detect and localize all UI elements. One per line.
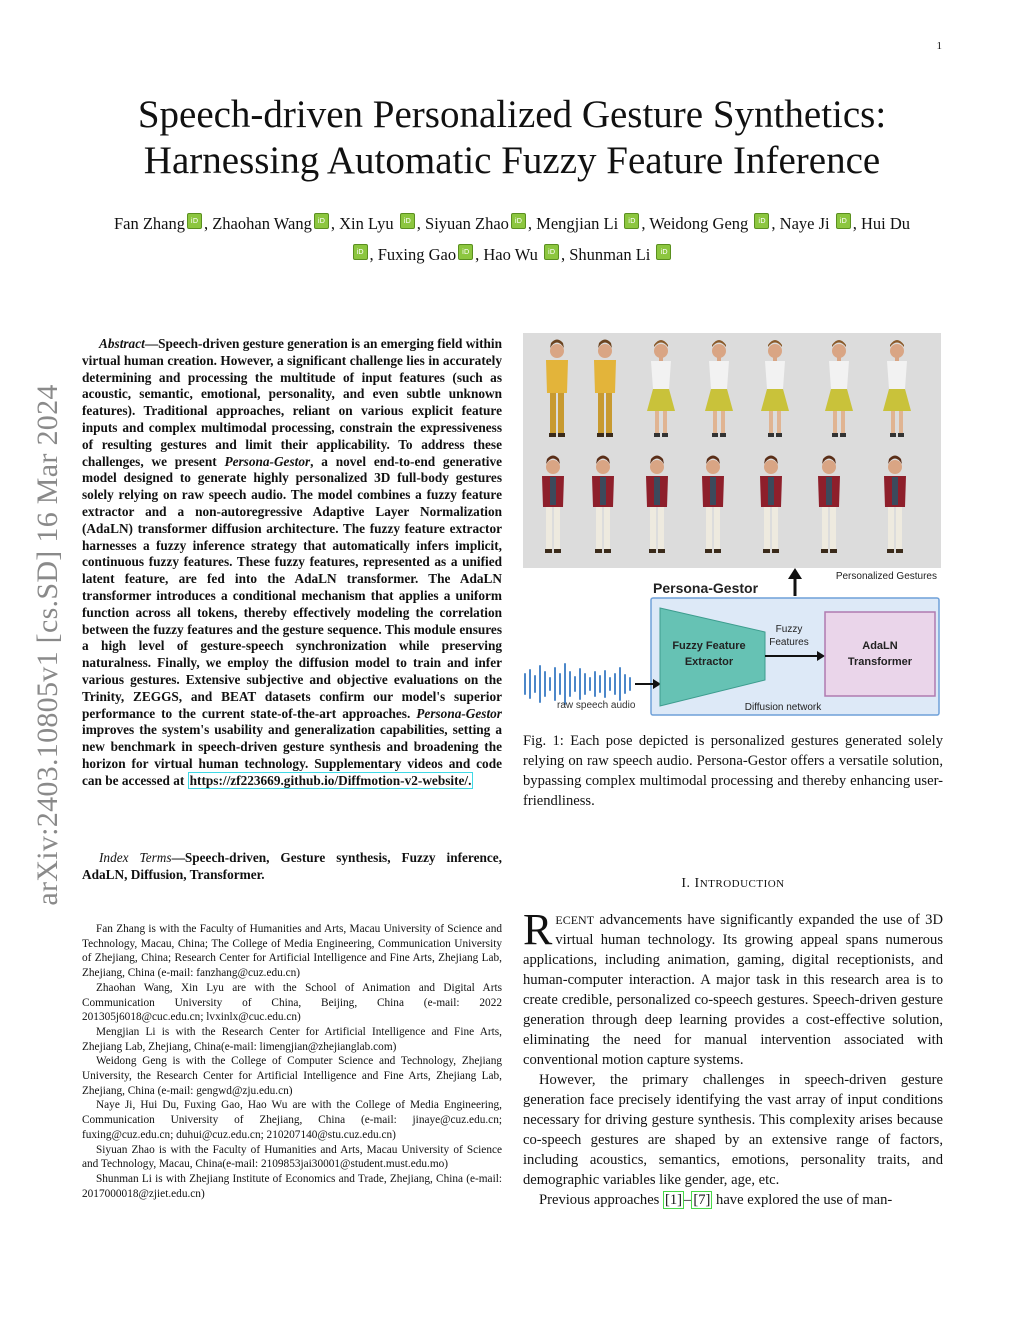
model-diagram xyxy=(523,568,941,719)
author-name: Xin Lyu xyxy=(339,214,394,233)
author-name: Hao Wu xyxy=(483,245,538,264)
project-url-link[interactable]: https://zf223669.github.io/Diffmotion-v2-website/. xyxy=(189,772,472,788)
introduction-body xyxy=(523,905,943,1210)
audio-waveform-icon xyxy=(525,664,630,704)
author-name: Mengjian Li xyxy=(536,214,619,233)
paragraph xyxy=(523,905,943,1070)
avatar-figures-illustration xyxy=(523,333,941,568)
orcid-icon[interactable]: iD xyxy=(353,244,368,260)
section-heading xyxy=(523,876,943,892)
index-terms xyxy=(82,850,502,884)
orcid-icon[interactable]: iD xyxy=(624,213,639,229)
citation-link[interactable]: [7] xyxy=(693,1192,711,1208)
footnote: Shunman Li is with Zhejiang Institute of Economics and Trade, Zhejiang, China (e-mail: 2017000018@zjiet.edu.cn) xyxy=(82,1172,502,1200)
orcid-icon[interactable]: iD xyxy=(458,244,473,260)
index-terms-text: —Speech-driven, Gesture synthesis, Fuzzy inference, AdaLN, Diffusion, Transformer. xyxy=(82,850,503,882)
figure-1 xyxy=(523,333,941,719)
extractor-label-line-1: Fuzzy Feature xyxy=(672,640,746,652)
author-line-1: Fan Zhang iD , Zhaohan Wang iD , Xin Lyu iD , Siyuan Zhao iD , Mengjian Li iD , Weidong Geng iD , Naye Ji iD , Hui Du xyxy=(113,214,911,233)
author-name: Fuxing Gao xyxy=(377,245,457,264)
abstract-label: Abstract xyxy=(99,336,145,351)
model-name: Persona-Gestor xyxy=(416,705,502,721)
adaln-label-line-1: AdaLN xyxy=(862,640,898,652)
abstract xyxy=(82,336,502,790)
arxiv-sidebar xyxy=(28,355,68,935)
affiliation-footnotes xyxy=(82,922,502,1201)
orcid-icon[interactable]: iD xyxy=(400,213,415,229)
orcid-icon[interactable]: iD xyxy=(544,244,559,260)
footnote: Siyuan Zhao is with the Faculty of Humanities and Arts, Macau University of Science and Technology, Macau, China(e-mail: 2109853jai30001@student.must.edu.mo) xyxy=(82,1143,502,1171)
fuzzy-features-label-line-2: Features xyxy=(769,637,809,648)
author-name: Hui Du xyxy=(861,214,911,233)
range-dash: – xyxy=(684,1192,692,1208)
orcid-icon[interactable]: iD xyxy=(836,213,851,229)
section-title-initial: I xyxy=(694,876,700,891)
extractor-label-line-2: Extractor xyxy=(684,656,734,668)
paper-title xyxy=(90,92,934,184)
diffusion-network-label: Diffusion network xyxy=(744,702,822,713)
author-name: Weidong Geng xyxy=(649,214,749,233)
title-line-1: Speech-driven Personalized Gesture Synthetics: xyxy=(137,93,887,136)
output-arrowhead-icon xyxy=(788,568,802,579)
author-name: Siyuan Zhao xyxy=(425,214,509,233)
abstract-text: improves the system's usability and generalization capabilities, setting a new benchmark in speech-driven gesture synthesis and broadening the horizon for virtual human technology. Supplementary videos and code can be accessed at xyxy=(82,722,502,788)
fuzzy-features-label-line-1: Fuzzy xyxy=(775,624,803,635)
model-name: Persona-Gestor xyxy=(224,453,311,469)
index-terms-label: Index Terms xyxy=(99,850,172,865)
section-title-rest: NTRODUCTION xyxy=(699,878,785,890)
orcid-icon[interactable]: iD xyxy=(656,244,671,260)
section-numeral: I. xyxy=(681,876,691,891)
author-name: Shunman Li xyxy=(569,245,651,264)
orcid-icon[interactable]: iD xyxy=(314,213,329,229)
paragraph-text: advancements have significantly expanded the use of 3D virtual human technology. Its growing appeal spans numerous applications, including animation, gaming, digital receptionists, and human-computer interaction. A major task in this research area is to create credible, personalized co-speech gestures. Speech-driven gesture generation through deep learning provides a cost-effective solution, eliminating the need for manual intervention associated with conventional motion capture systems. xyxy=(523,912,943,1068)
architecture-diagram xyxy=(523,568,941,719)
orcid-icon[interactable]: iD xyxy=(187,213,202,229)
citation-link[interactable]: [1] xyxy=(665,1192,683,1208)
orcid-icon[interactable]: iD xyxy=(754,213,769,229)
author-name: Naye Ji xyxy=(779,214,830,233)
smallcaps-word: ECENT xyxy=(555,913,595,927)
raw-speech-audio-label: raw speech audio xyxy=(557,700,636,711)
abstract-text: , a novel end-to-end generative model designed to generate highly personalized 3D full-body gestures solely relying on raw speech audio. The model combines a fuzzy feature extractor and a non-autoregressive Adaptive Layer Normalization (AdaLN) transformer diffusion architecture. The fuzzy feature extractor harnesses a fuzzy inference strategy that automatically infers implicit, continuous fuzzy features. These fuzzy features, represented as a unified latent feature, are fed into the AdaLN transformer. The AdaLN transformer introduces a conditional mechanism that applies a uniform function across all tokens, thereby effectively modeling the correlation between the fuzzy features and the gesture sequence. This module ensures a high level of gesture-speech synchronization while preserving naturalness. Finally, we employ the diffusion model to train and infer various gestures. Extensive subjective and objective evaluations on the Trinity, ZEGGS, and BEAT datasets confirm our model's superior performance to the current state-of-the-art approaches. xyxy=(82,453,503,721)
author-name: Fan Zhang xyxy=(113,214,185,233)
author-list xyxy=(80,208,944,270)
page-number: 1 xyxy=(936,40,942,52)
paragraph-text: have explored the use of man- xyxy=(712,1192,893,1208)
footnote: Fan Zhang is with the Faculty of Humanities and Arts, Macau University of Science and Technology, Macau, China; The College of Media Engineering, Communication University of Zhejiang, China; Research Center for Artificial Intelligence and Fine Arts, Zhejiang Lab, Zhejiang, China (e-mail: fanzhang@cuz.edu.cn) xyxy=(82,923,502,980)
footnote: Zhaohan Wang, Xin Lyu are with the School of Animation and Digital Arts Communication University of China, Beijing, China (e-mail: 2022 201305j6018@cuc.edu.cn; lvxinlx@cuc.edu.cn) xyxy=(82,981,502,1024)
adaln-transformer-block xyxy=(825,612,935,696)
footnote: Weidong Geng is with the College of Computer Science and Technology, Zhejiang University, the Research Center for Artificial Intelligence and Fine Arts, Zhejiang Lab, Zhejiang, China (e-mail: gengwd@zju.edu.cn) xyxy=(82,1055,502,1097)
drop-cap: R xyxy=(523,905,553,954)
author-line-2: iD , Fuxing Gao iD , Hao Wu iD , Shunman Li iD xyxy=(80,239,944,270)
paragraph-text: Previous approaches xyxy=(539,1192,664,1208)
author-name: Zhaohan Wang xyxy=(212,214,312,233)
paragraph: However, the primary challenges in speech-driven gesture generation face precisely identifying the vast array of input conditions necessary for driving gesture synthesis. This complexity arises because co-speech gestures are shaped by an extensive range of factors, including acoustics, semantics, emotions, personality traits, and demographic variables like gender, age, etc. xyxy=(523,1072,943,1188)
personalized-gestures-label: Personalized Gestures xyxy=(835,571,937,582)
paragraph xyxy=(523,1190,943,1210)
gesture-poses-image xyxy=(523,333,941,568)
abstract-text: —Speech-driven gesture generation is an emerging field within virtual human creation. However, a significant challenge lies in accurately determining and processing the multitude of input features (such as acoustic, semantic, emotional, personality, and even subtle unknown features). Traditional approaches, reliant on various explicit feature inputs and complex multimodal processing, constrain the expressiveness of resulting gestures and limit their applicability. To address these challenges, we present xyxy=(82,336,502,469)
figure-caption: Fig. 1: Each pose depicted is personalized gestures generated solely relying on raw speech audio. Persona-Gestor offers a versatile solution, bypassing complex multimodal processing and thereby enhancing user-friendliness. xyxy=(523,733,943,809)
model-name-label: Persona-Gestor xyxy=(653,580,759,596)
orcid-icon[interactable]: iD xyxy=(511,213,526,229)
footnote: Naye Ji, Hui Du, Fuxing Gao, Hao Wu are with the College of Media Engineering, Communication University of Zhejiang, China (e-mail: jinaye@cuz.edu.cn; fuxing@cuz.edu.cn; duhui@cuz.edu.cn; 210207140@stu.cuz.edu.cn) xyxy=(82,1099,502,1141)
arxiv-identifier: arXiv:2403.10805v1 [cs.SD] 16 Mar 2024 xyxy=(31,384,64,906)
adaln-label-line-2: Transformer xyxy=(847,656,913,668)
footnote: Mengjian Li is with the Research Center for Artificial Intelligence and Fine Arts, Zhejiang Lab, Zhejiang, China(e-mail: limengjian@zhejianglab.com) xyxy=(82,1025,502,1053)
title-line-2: Harnessing Automatic Fuzzy Feature Inference xyxy=(143,139,881,182)
